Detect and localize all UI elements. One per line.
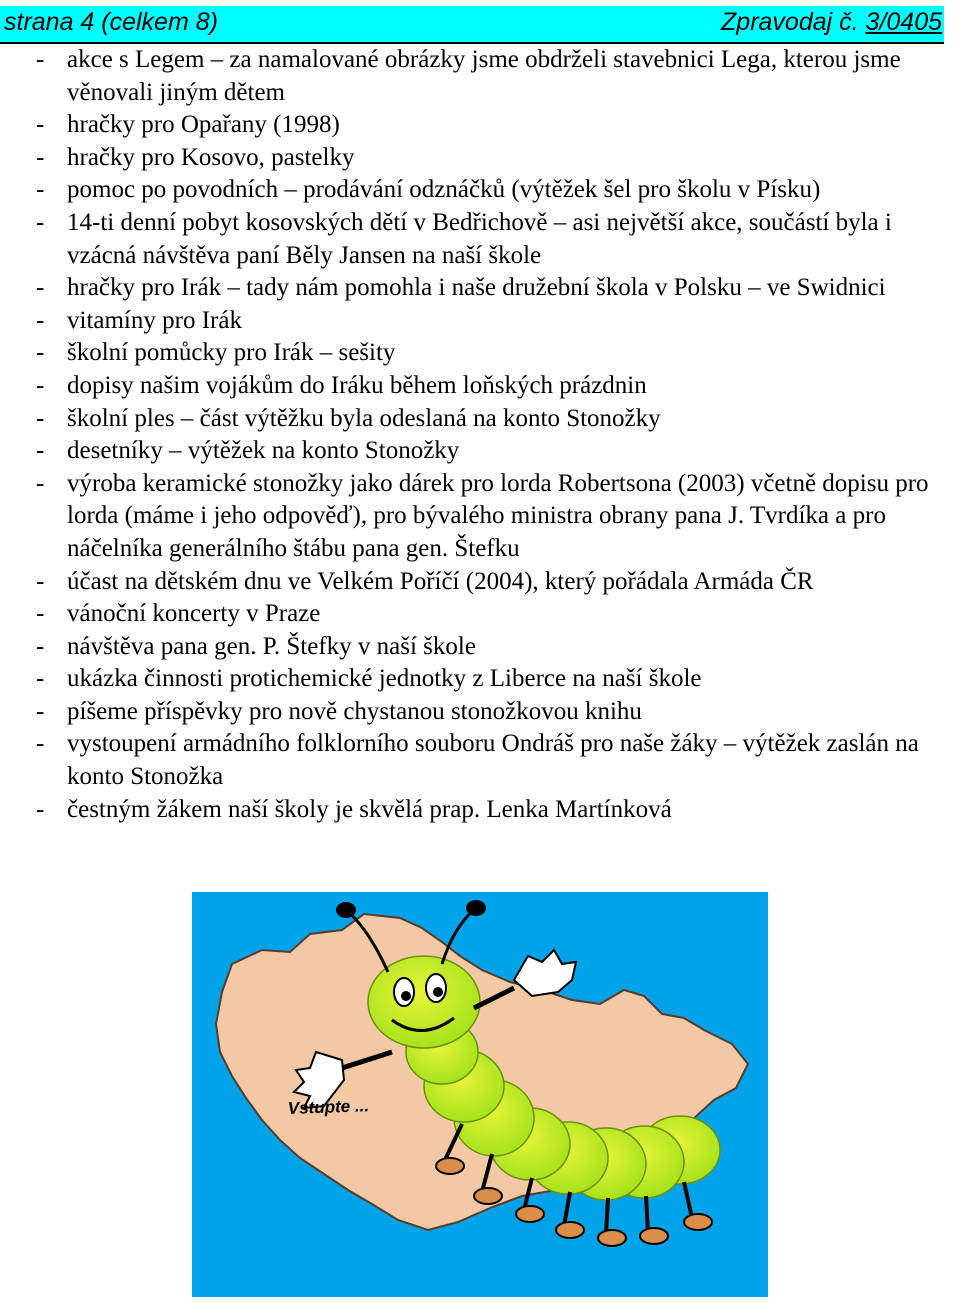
list-item: [0, 566, 960, 599]
list-item-text: akce s Legem – za namalované obrázky jsme obdrželi stavebnici Lega, kterou jsme věnovali jiným dětem: [67, 46, 901, 106]
list-item-text: školní ples – část výtěžku byla odeslaná na konto Stonožky: [67, 404, 661, 432]
shoe: [598, 1230, 626, 1246]
list-item: [0, 370, 960, 403]
journal-issue: 3/0405: [865, 8, 942, 36]
list-item: [0, 728, 960, 793]
list-bullet-dash: -: [36, 665, 45, 693]
list-item: [0, 272, 960, 305]
list-item-text: účast na dětském dnu ve Velkém Poříčí (2004), který pořádala Armáda ČR: [67, 567, 814, 595]
list-item-text: návštěva pana gen. P. Štefky v naší škole: [67, 632, 476, 660]
list-item: [0, 598, 960, 631]
shoe: [474, 1188, 502, 1204]
list-bullet-dash: -: [36, 274, 45, 302]
list-bullet-dash: -: [36, 208, 45, 236]
list-item-text: dopisy našim vojákům do Iráku během loňských prázdnin: [67, 371, 647, 399]
list-item: [0, 305, 960, 338]
list-item-text: školní pomůcky pro Irák – sešity: [67, 339, 396, 367]
leg: [646, 1196, 648, 1232]
list-item-text: 14-ti denní pobyt kosovských dětí v Bedřichově – asi největší akce, součástí byla i vzácná návštěva paní Běly Jansen na naší škole: [67, 208, 892, 269]
journal-title: [721, 8, 942, 37]
list-bullet-dash: -: [36, 567, 45, 595]
list-item-text: hračky pro Opařany (1998): [67, 111, 340, 139]
list-item-text: hračky pro Kosovo, pastelky: [67, 143, 355, 171]
shoe: [436, 1158, 464, 1174]
list-item-text: hračky pro Irák – tady nám pomohla i naše družební škola v Polsku – ve Swidnici: [67, 274, 886, 302]
page-header: [0, 6, 944, 44]
list-item: [0, 403, 960, 436]
list-item: [0, 207, 960, 272]
list-bullet-dash: -: [36, 795, 45, 823]
list-bullet-dash: -: [36, 111, 45, 139]
list-bullet-dash: -: [36, 437, 45, 465]
list-item-text: výroba keramické stonožky jako dárek pro lorda Robertsona (2003) včetně dopisu pro lorda (máme i jeho odpověď), pro bývalého ministra obrany pana J. Tvrdíka a pro náčelníka generálního štábu pana gen. Štefku: [67, 469, 929, 562]
list-bullet-dash: -: [36, 306, 45, 334]
list-bullet-dash: -: [36, 697, 45, 725]
list-bullet-dash: -: [36, 600, 45, 628]
list-item-text: čestným žákem naší školy je skvělá prap. Lenka Martínková: [67, 795, 672, 823]
shoe: [556, 1222, 584, 1238]
centipede-map-picture: [192, 892, 768, 1297]
list-item-text: pomoc po povodních – prodávání odznáčků (výtěžek šel pro školu v Písku): [67, 176, 821, 204]
list-item: [0, 109, 960, 142]
list-bullet-dash: -: [36, 143, 45, 171]
shoe: [516, 1206, 544, 1222]
list-bullet-dash: -: [36, 469, 45, 497]
list-bullet-dash: -: [36, 632, 45, 660]
picture-caption: Vstupte ...: [287, 1096, 370, 1118]
list-bullet-dash: -: [36, 46, 45, 73]
list-bullet-dash: -: [36, 371, 45, 399]
stonozka-illustration: [192, 892, 768, 1297]
list-item: [0, 794, 960, 827]
page-number: strana 4 (celkem 8): [4, 8, 218, 36]
list-bullet-dash: -: [36, 730, 45, 758]
list-item-text: vitamíny pro Irák: [67, 306, 242, 334]
list-item: [0, 631, 960, 664]
list-item: [0, 142, 960, 175]
list-item-text: píšeme příspěvky pro nově chystanou stonožkovou knihu: [67, 697, 642, 725]
list-item-text: vánoční koncerty v Praze: [67, 600, 321, 628]
shoe: [684, 1214, 712, 1230]
list-bullet-dash: -: [36, 176, 45, 204]
list-item: [0, 468, 960, 566]
list-item-text: vystoupení armádního folklorního souboru Ondráš pro naše žáky – výtěžek zaslán na konto Stonožka: [67, 730, 919, 791]
list-bullet-dash: -: [36, 404, 45, 432]
list-item: [0, 174, 960, 207]
list-bullet-dash: -: [36, 339, 45, 367]
list-item: [0, 435, 960, 468]
list-item: [0, 337, 960, 370]
list-item-text: ukázka činnosti protichemické jednotky z Liberce na naší škole: [67, 665, 702, 693]
list-item: [0, 663, 960, 696]
journal-name: Zpravodaj č.: [721, 8, 859, 36]
shoe: [640, 1228, 668, 1244]
list-item-text: desetníky – výtěžek na konto Stonožky: [67, 437, 460, 465]
list-item: [0, 44, 960, 109]
leg: [606, 1198, 608, 1234]
activity-list: [0, 44, 960, 826]
list-item: [0, 696, 960, 729]
